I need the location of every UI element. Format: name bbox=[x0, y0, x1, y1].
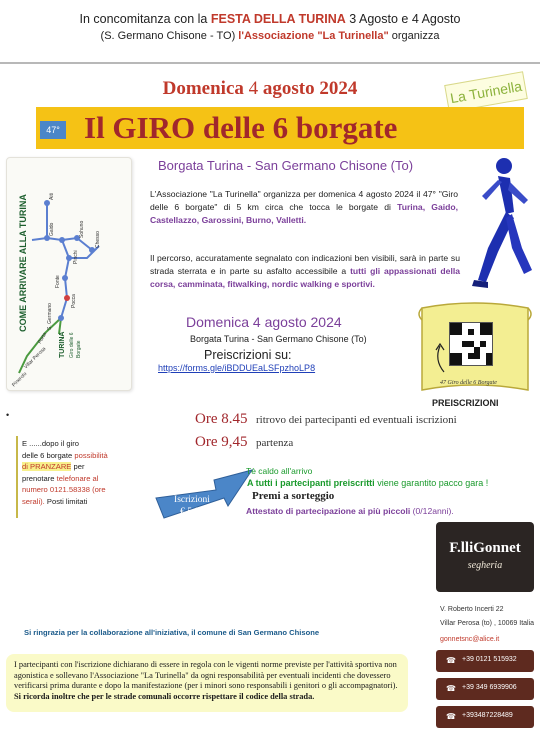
header-divider bbox=[0, 62, 540, 64]
route-map bbox=[6, 157, 132, 391]
edition-badge: 47° bbox=[40, 121, 66, 139]
route-paragraph bbox=[150, 252, 460, 291]
phone-icon: ☎ bbox=[446, 656, 456, 665]
route-map-sub2: Borgate bbox=[76, 340, 82, 358]
qr-code[interactable] bbox=[449, 322, 493, 366]
pranzo-line-6: serali). Posti limitati bbox=[22, 496, 88, 506]
secondary-date: Domenica 4 agosto 2024 bbox=[186, 314, 342, 330]
sponsor-phone-3[interactable] bbox=[436, 706, 534, 728]
phone-icon: ☎ bbox=[446, 684, 456, 693]
pacco-gara bbox=[247, 478, 488, 488]
iscrizioni-amount: € 5,00 bbox=[180, 507, 204, 517]
sponsor-address-1: V. Roberto Incerti 22 bbox=[440, 606, 504, 613]
route-map-label-pinchi: Pinchi bbox=[73, 250, 79, 264]
pacco-gara-pre: A tutti i partecipanti preiscritti bbox=[247, 478, 375, 488]
preiscrizioni-link[interactable]: https://forms.gle/iBDDUEaLSFpzhoLP8 bbox=[158, 363, 316, 373]
route-map-turina: TURINA bbox=[59, 331, 66, 358]
attestato bbox=[246, 506, 454, 516]
attestato-age: (0/12anni). bbox=[412, 506, 454, 516]
header-location: (S. Germano Chisone - TO) bbox=[100, 30, 236, 42]
disclaimer-text bbox=[14, 660, 402, 702]
route-map-sub1: Giro delle 6 bbox=[69, 332, 75, 358]
header-line-2 bbox=[0, 30, 540, 42]
runner-illustration bbox=[458, 152, 538, 302]
qr-code-icon bbox=[450, 323, 492, 365]
time-ritrovo: Ore 8.45 bbox=[195, 411, 248, 427]
route-map-label-pocca: Pocca bbox=[71, 294, 77, 308]
phone-number-2: +39 349 6939906 bbox=[462, 684, 517, 691]
bullet: • bbox=[6, 410, 10, 420]
phone-number-1: +39 0121 515932 bbox=[462, 656, 517, 663]
audience-text: tutti gli appassionati della corsa, camminata, fitwalking, nordic walking e sportivi. bbox=[150, 266, 461, 289]
route-map-title: COME ARRIVARE ALLA TURINA bbox=[18, 194, 28, 332]
pranzo-box bbox=[16, 436, 120, 518]
main-date bbox=[0, 78, 520, 100]
thanks-note: Si ringrazia per la collaborazione all'iniziativa, il comune di San Germano Chisone bbox=[24, 628, 320, 637]
pranzo-line-4: prenotare telefonare al bbox=[22, 473, 99, 483]
route-map-label-porta: Porta bbox=[37, 331, 49, 345]
intro-text: L'Associazione "La Turinella" organizza per domenica 4 agosto 2024 il 47° "Giro delle 6 borgate" di 5 km circa che tocca le borgate di bbox=[150, 189, 458, 212]
preiscrizioni-caption: PREISCRIZIONI bbox=[432, 398, 499, 408]
sponsor-logo-sub: segheria bbox=[467, 560, 503, 571]
borgate-list: Turina, Gaido, Castellazzo, Garossini, Burno, Valletti. bbox=[150, 202, 459, 225]
route-map-label-aiti: Aiti bbox=[49, 193, 55, 200]
main-date-month: agosto 2024 bbox=[262, 78, 358, 99]
time-partenza: Ore 9,45 bbox=[195, 434, 248, 450]
header-event-name: FESTA DELLA TURINA bbox=[210, 12, 346, 26]
premi-sorteggio: Premi a sorteggio bbox=[252, 490, 335, 502]
time-ritrovo-desc: ritrovo dei partecipanti ed eventuali iscrizioni bbox=[256, 414, 457, 426]
pranzo-line-5: numero 0121.58338 (ore bbox=[22, 485, 106, 494]
route-map-label-sohuno: Sohuno bbox=[79, 220, 85, 238]
pranzo-line-2: delle 6 borgate possibilità bbox=[22, 450, 108, 460]
pranzo-line-1: E ......dopo il giro bbox=[22, 439, 79, 448]
sponsor-phone-1[interactable] bbox=[436, 650, 534, 672]
te-caldo: Tè caldo all'arrivo bbox=[246, 466, 313, 476]
header-association: l'Associazione "La Turinella" bbox=[238, 30, 389, 42]
sponsor-logo-name: F.lliGonnet bbox=[449, 540, 521, 556]
route-map-label-sgermano: S. Germano bbox=[47, 303, 53, 330]
route-map-label-villar: Villar Perosa bbox=[23, 346, 48, 371]
route-text: Il percorso, accuratamente segnalato con indicazioni ben visibili, sarà in parte su strada sterrata e in parte su asfalto accessibile a bbox=[150, 253, 460, 276]
phone-number-3: +393487228489 bbox=[462, 712, 513, 719]
header-organizza: organizza bbox=[391, 30, 440, 42]
event-title: Il GIRO delle 6 borgate bbox=[84, 110, 398, 145]
main-date-day: Domenica bbox=[162, 78, 244, 99]
time-partenza-desc: partenza bbox=[256, 437, 294, 449]
preiscrizioni-label: Preiscrizioni su: bbox=[204, 348, 292, 362]
route-map-title-wrap bbox=[13, 194, 29, 348]
route-map-label-fonte: Fonte bbox=[55, 275, 61, 288]
location-subheading: Borgata Turina - San Germano Chisone (To) bbox=[158, 158, 414, 173]
la-turinella-badge: La Turinella bbox=[444, 71, 528, 112]
pranzo-line-3: di PRANZARE per bbox=[22, 462, 85, 471]
disclaimer-bold: Si ricorda inoltre che per le strade comunali occorre rispettare il codice della strada. bbox=[14, 691, 315, 701]
route-map-label-pinerolo: Pinerolo bbox=[11, 371, 29, 389]
header-line-1-pre: In concomitanza con la bbox=[79, 12, 208, 26]
intro-paragraph bbox=[150, 188, 458, 227]
phone-icon: ☎ bbox=[446, 712, 456, 721]
secondary-location: Borgata Turina - San Germano Chisone (To) bbox=[190, 334, 367, 344]
sponsor-logo bbox=[436, 522, 534, 592]
qr-caption: 47 Giro delle 6 Borgate bbox=[440, 380, 497, 386]
sponsor-email[interactable]: gonnetsnc@alice.it bbox=[440, 636, 500, 643]
sponsor-address-2: Villar Perosa (to) , 10069 Italia bbox=[440, 620, 535, 627]
iscrizioni-label: Iscrizioni bbox=[174, 495, 210, 505]
iscrizioni-price bbox=[162, 494, 222, 518]
attestato-text: Attestato di partecipazione ai più piccoli bbox=[246, 506, 411, 516]
sponsor-phone-2[interactable] bbox=[436, 678, 534, 700]
runner-icon bbox=[458, 152, 538, 302]
disclaimer-body: I partecipanti con l'iscrizione dichiarano di essere in regola con le vigenti norme previste per l'attività sportiva non agonistica e sollevano l'Associazione "La Turinella" da ogni responsabilità per eventuali incidenti che dovessero verificarsi prima durante e dopo la manifestazione (per i minori sono responsabili i genitori o gli accompagnatori). bbox=[14, 660, 398, 690]
route-map-label-gaido: Gaido bbox=[49, 222, 55, 236]
main-date-number: 4 bbox=[248, 78, 259, 99]
route-map-label-chesso: Chesso bbox=[95, 231, 101, 248]
header-line-1-dates: 3 Agosto e 4 Agosto bbox=[349, 12, 461, 26]
pacco-gara-post: viene garantito pacco gara ! bbox=[377, 478, 489, 488]
header-line-1 bbox=[0, 12, 540, 26]
